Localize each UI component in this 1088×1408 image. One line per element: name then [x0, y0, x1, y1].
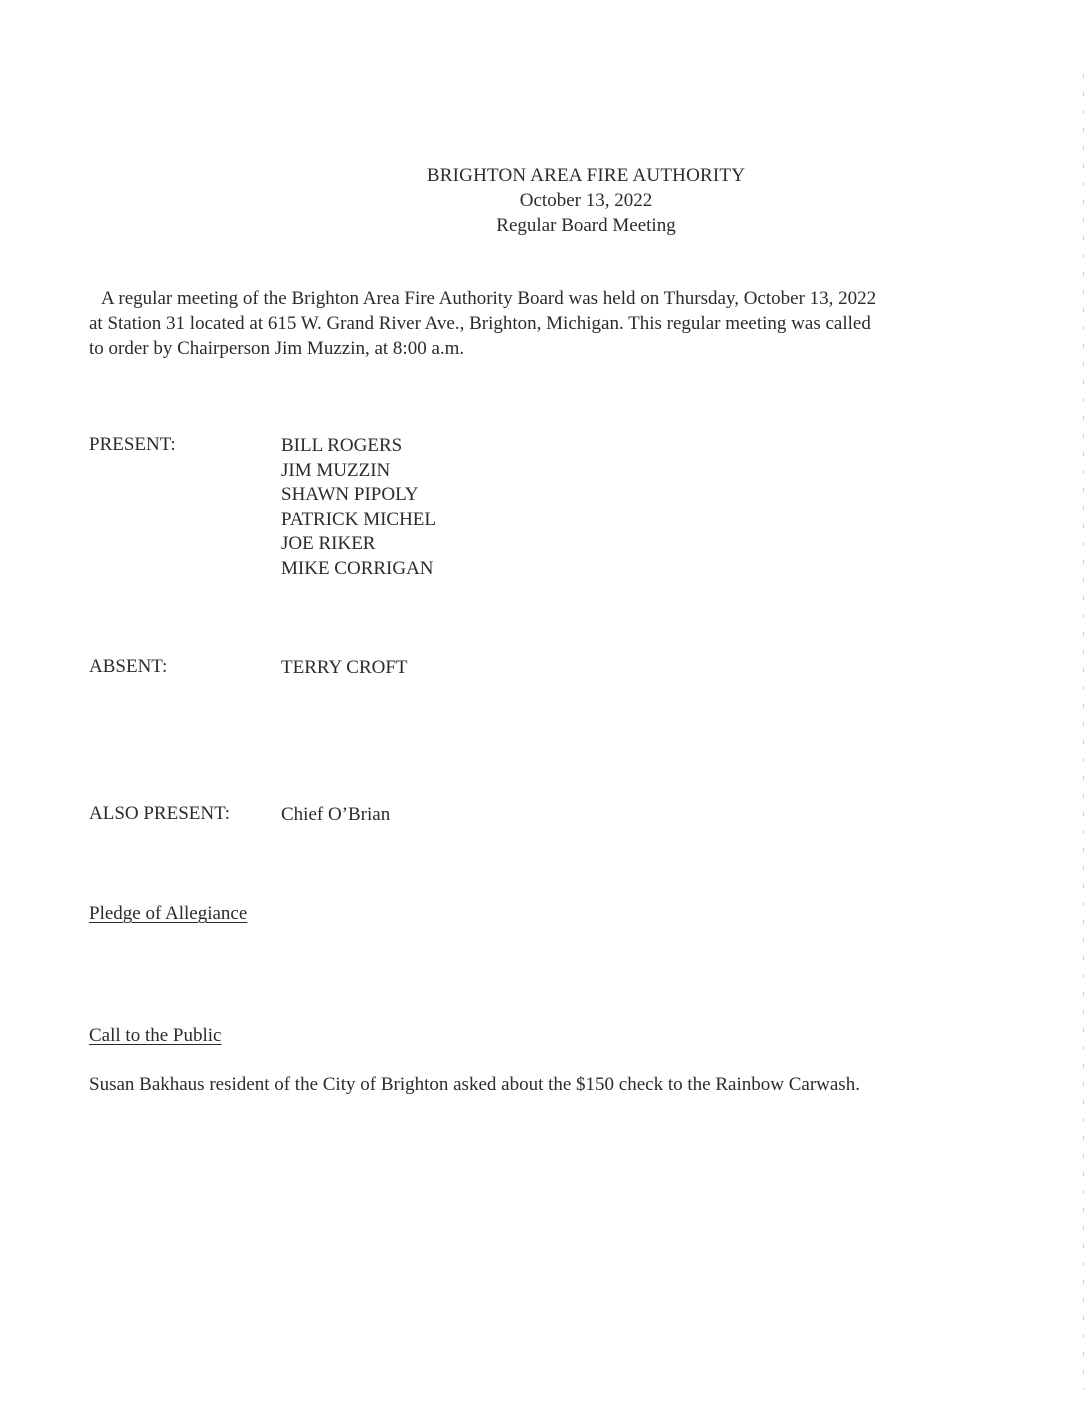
call-to-public-heading: Call to the Public	[89, 1025, 222, 1046]
absent-label: ABSENT:	[89, 656, 168, 677]
intro-paragraph	[89, 286, 1009, 361]
pledge-heading: Pledge of Allegiance	[89, 903, 248, 924]
present-member: JIM MUZZIN	[281, 459, 391, 481]
present-list	[281, 434, 436, 581]
organization-title: BRIGHTON AREA FIRE AUTHORITY	[426, 165, 746, 186]
present-member: SHAWN PIPOLY	[281, 484, 419, 505]
present-member: PATRICK MICHEL	[281, 508, 437, 530]
intro-line: at Station 31 located at 615 W. Grand River Ave., Brighton, Michigan. This regular meeting was called	[89, 313, 871, 334]
document-header	[0, 163, 1088, 238]
call-to-public-text: Susan Bakhaus resident of the City of Brighton asked about the $150 check to the Rainbow Carwash.	[89, 1074, 860, 1095]
meeting-type: Regular Board Meeting	[496, 215, 676, 236]
meeting-date: October 13, 2022	[519, 190, 653, 211]
present-label: PRESENT:	[89, 434, 176, 455]
present-member: BILL ROGERS	[281, 435, 403, 456]
present-member: JOE RIKER	[281, 533, 376, 554]
also-present-member: Chief O’Brian	[281, 804, 391, 825]
intro-line: to order by Chairperson Jim Muzzin, at 8:00 a.m.	[89, 338, 465, 359]
absent-member: TERRY CROFT	[281, 657, 408, 678]
scan-edge-artifact	[1083, 60, 1084, 1390]
present-member: MIKE CORRIGAN	[281, 557, 434, 579]
also-present-label: ALSO PRESENT:	[89, 803, 231, 824]
intro-line: A regular meeting of the Brighton Area Fire Authority Board was held on Thursday, October 13, 2022	[101, 288, 877, 309]
